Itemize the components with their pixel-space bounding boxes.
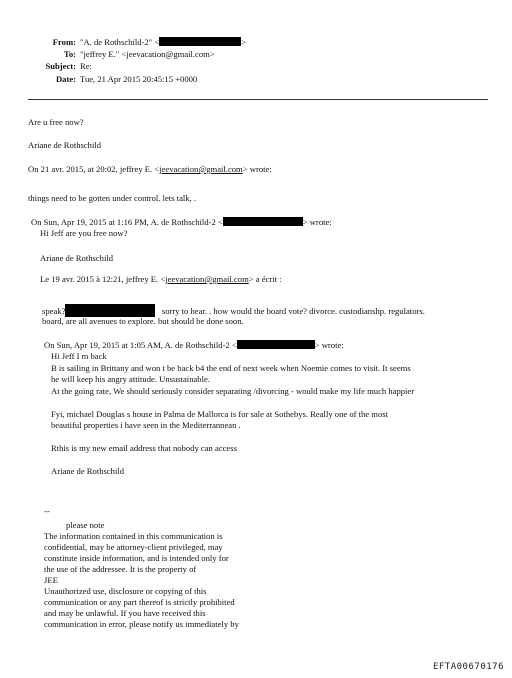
body-line: Are u free now? xyxy=(28,117,84,127)
quote-header: Le 19 avr. 2015 à 12:21, jeffrey E. <jeevacation@gmail.com> a écrit : xyxy=(40,274,282,284)
date-label: Date: xyxy=(55,74,76,84)
signature: Ariane de Rothschild xyxy=(28,140,102,150)
subject-label: Subject: xyxy=(45,61,76,71)
disclaimer-line: constitute inside information, and is intended only for xyxy=(44,553,229,563)
redaction-box xyxy=(237,340,315,349)
header-divider xyxy=(28,99,488,100)
quote-header: On 21 avr. 2015, at 20:02, jeffrey E. <jeevacation@gmail.com> wrote: xyxy=(28,164,272,174)
document-id: EFTA00670176 xyxy=(432,662,504,672)
to-value: "jeffrey E." <jeevacation@gmail.com> xyxy=(80,49,215,59)
email-link[interactable]: jeevacation@gmail.com xyxy=(159,164,243,174)
quote-header: On Sun, Apr 19, 2015 at 1:05 AM, A. de Rothschild-2 < > wrote: xyxy=(44,340,344,350)
from-value: "A. de Rothschild-2" < > xyxy=(80,37,247,47)
date-value: Tue, 21 Apr 2015 20:45:15 +0000 xyxy=(80,74,198,84)
disclaimer-line: please note xyxy=(66,520,105,530)
from-label: From: xyxy=(52,37,76,47)
disclaimer-line: and may be unlawful. If you have received this xyxy=(44,608,206,618)
redaction-box xyxy=(159,37,241,46)
disclaimer-line: communication in error, please notify us immediately by xyxy=(44,619,239,629)
disclaimer-line: The information contained in this communication is xyxy=(44,531,223,541)
body-line: beautiful properties i have seen in the Mediterrannean . xyxy=(51,420,241,430)
body-line: Rthis is my new email address that nobody can access xyxy=(51,443,237,453)
sig-separator: -- xyxy=(44,506,50,516)
subject-value: Re: xyxy=(80,61,92,71)
disclaimer-line: the use of the addressee. It is the property of xyxy=(44,564,197,574)
disclaimer-line: Unauthorized use, disclosure or copying of this xyxy=(44,586,207,596)
body-line: speak? sorry to hear. . how would the board vote? divorce. custodianshp. regulators. xyxy=(42,306,425,316)
body-line: Hi Jeff are you free now? xyxy=(40,228,128,238)
email-link[interactable]: jeevacation@gmail.com xyxy=(165,274,249,284)
signature: Ariane de Rothschild xyxy=(51,466,125,476)
quote-header: On Sun, Apr 19, 2015 at 1:16 PM, A. de Rothschild-2 < > wrote: xyxy=(31,217,332,227)
body-line: At the going rate, We should seriously consider separating /divorcing - would make my life much happier xyxy=(51,386,415,396)
body-line: Hi Jeff I m back xyxy=(51,351,107,361)
to-label: To: xyxy=(63,49,76,59)
signature: Ariane de Rothschild xyxy=(40,253,114,263)
body-line: he will keep his angry attitude. Unsustainable. xyxy=(51,374,210,384)
disclaimer-line: confidential, may be attorney-client privileged, may xyxy=(44,542,223,552)
body-line: board, are all avenues to explore. but should be done soon. xyxy=(42,316,244,326)
body-line: Fyi, michael Douglas s house in Palma de Mallorca is for sale at Sothebys. Really one of the most xyxy=(51,409,389,419)
redaction-box xyxy=(223,217,303,226)
disclaimer-line: communication or any part thereof is strictly prohibited xyxy=(44,597,235,607)
disclaimer-line: JEE xyxy=(44,575,58,585)
body-line: things need to be gotten under control. lets talk, . xyxy=(28,193,197,203)
body-line: B is sailing in Brittany and won t be back b4 the end of next week when Noemie comes to visit. It seems xyxy=(51,363,411,373)
